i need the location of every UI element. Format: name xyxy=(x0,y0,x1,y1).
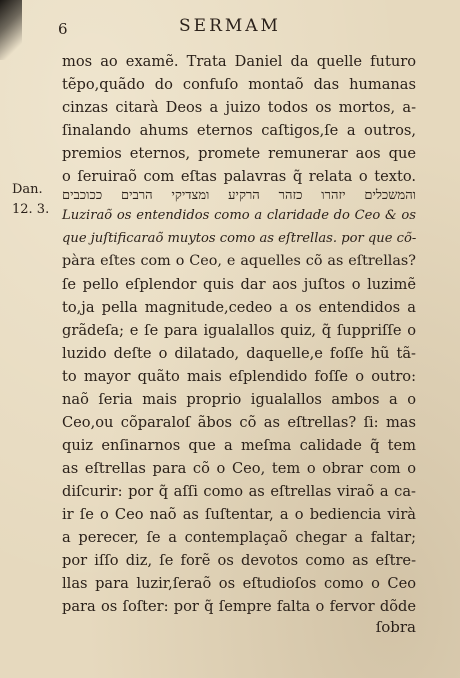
text-line: para os ſoſter: por q̃ ſempre falta o fervor dõde xyxy=(62,598,416,615)
text-line: a perecer, ſe a contemplaçaõ chegar a faltar; xyxy=(62,529,416,546)
margin-note-book: Dan. xyxy=(12,182,43,197)
text-line-italic: Luziraõ os entendidos como a claridade do Ceo & os xyxy=(62,208,416,223)
text-line: grãdeſa; e ſe para igualallos quiz, q̃ ſuppriſſe o xyxy=(62,322,416,339)
text-line: llas para luzir,ſeraõ os eſtudioſos como o Ceo xyxy=(62,575,416,592)
text-line: premios eternos, promete remunerar aos que xyxy=(62,145,416,162)
text-line: ir ſe o Ceo naõ as ſuſtentar, a o bediencia virà xyxy=(62,506,416,523)
text-line: pàra eſtes com o Ceo, e aquelles cõ as eſtrellas? xyxy=(62,253,416,269)
text-line: Ceo,ou cõparaloſ ãbos cõ as eſtrellas? ſi: mas xyxy=(62,414,416,431)
catchword: ſobra xyxy=(375,618,416,636)
text-line: ſe pello eſplendor quis dar aos juſtos o luzimẽ xyxy=(62,276,416,293)
text-line: cinzas citarà Deos a juizo todos os mortos, a- xyxy=(62,99,416,116)
text-line: to,ja pella magnitude,cedeo a os entendidos a xyxy=(62,299,416,316)
text-line: por iſſo diz, ſe forẽ os devotos como as eſtre- xyxy=(62,552,416,569)
text-line: mos ao examẽ. Trata Daniel da quelle futuro xyxy=(62,53,416,70)
page-number: 6 xyxy=(58,20,68,38)
text-line: as eſtrellas para cõ o Ceo, tem o obrar com o xyxy=(62,460,416,477)
text-line: o ſeruiraõ com eſtas palavras q̃ relata o texto. xyxy=(62,168,416,185)
text-line: quiz enſinarnos que a meſma calidade q̃ tem xyxy=(62,437,416,454)
hebrew-quotation: והמשכלים יזהרו כזהר הרקיע ומצדיקי הרבים ככוכבים xyxy=(62,188,416,203)
text-line-italic: que juſtificaraõ muytos como as eſtrellas. por que cõ- xyxy=(62,231,417,246)
text-line: tẽpo,quãdo do confuſo montaõ das humanas xyxy=(62,76,416,93)
text-line: ſinalando ahums eternos caſtigos,ſe a outros, xyxy=(62,122,416,139)
running-head: SERMAM xyxy=(179,16,281,36)
text-line: to mayor quãto mais eſplendido foſſe o outro: xyxy=(62,368,416,385)
text-line: diſcurir: por q̃ aſſi como as eſtrellas viraõ a ca- xyxy=(62,483,416,500)
text-line: naõ ſeria mais proprio igualallos ambos a o xyxy=(62,391,416,408)
margin-note-verse: 12. 3. xyxy=(12,202,50,217)
text-line: luzido deſte o dilatado, daquelle,e foſſe hũ tã- xyxy=(62,345,416,362)
